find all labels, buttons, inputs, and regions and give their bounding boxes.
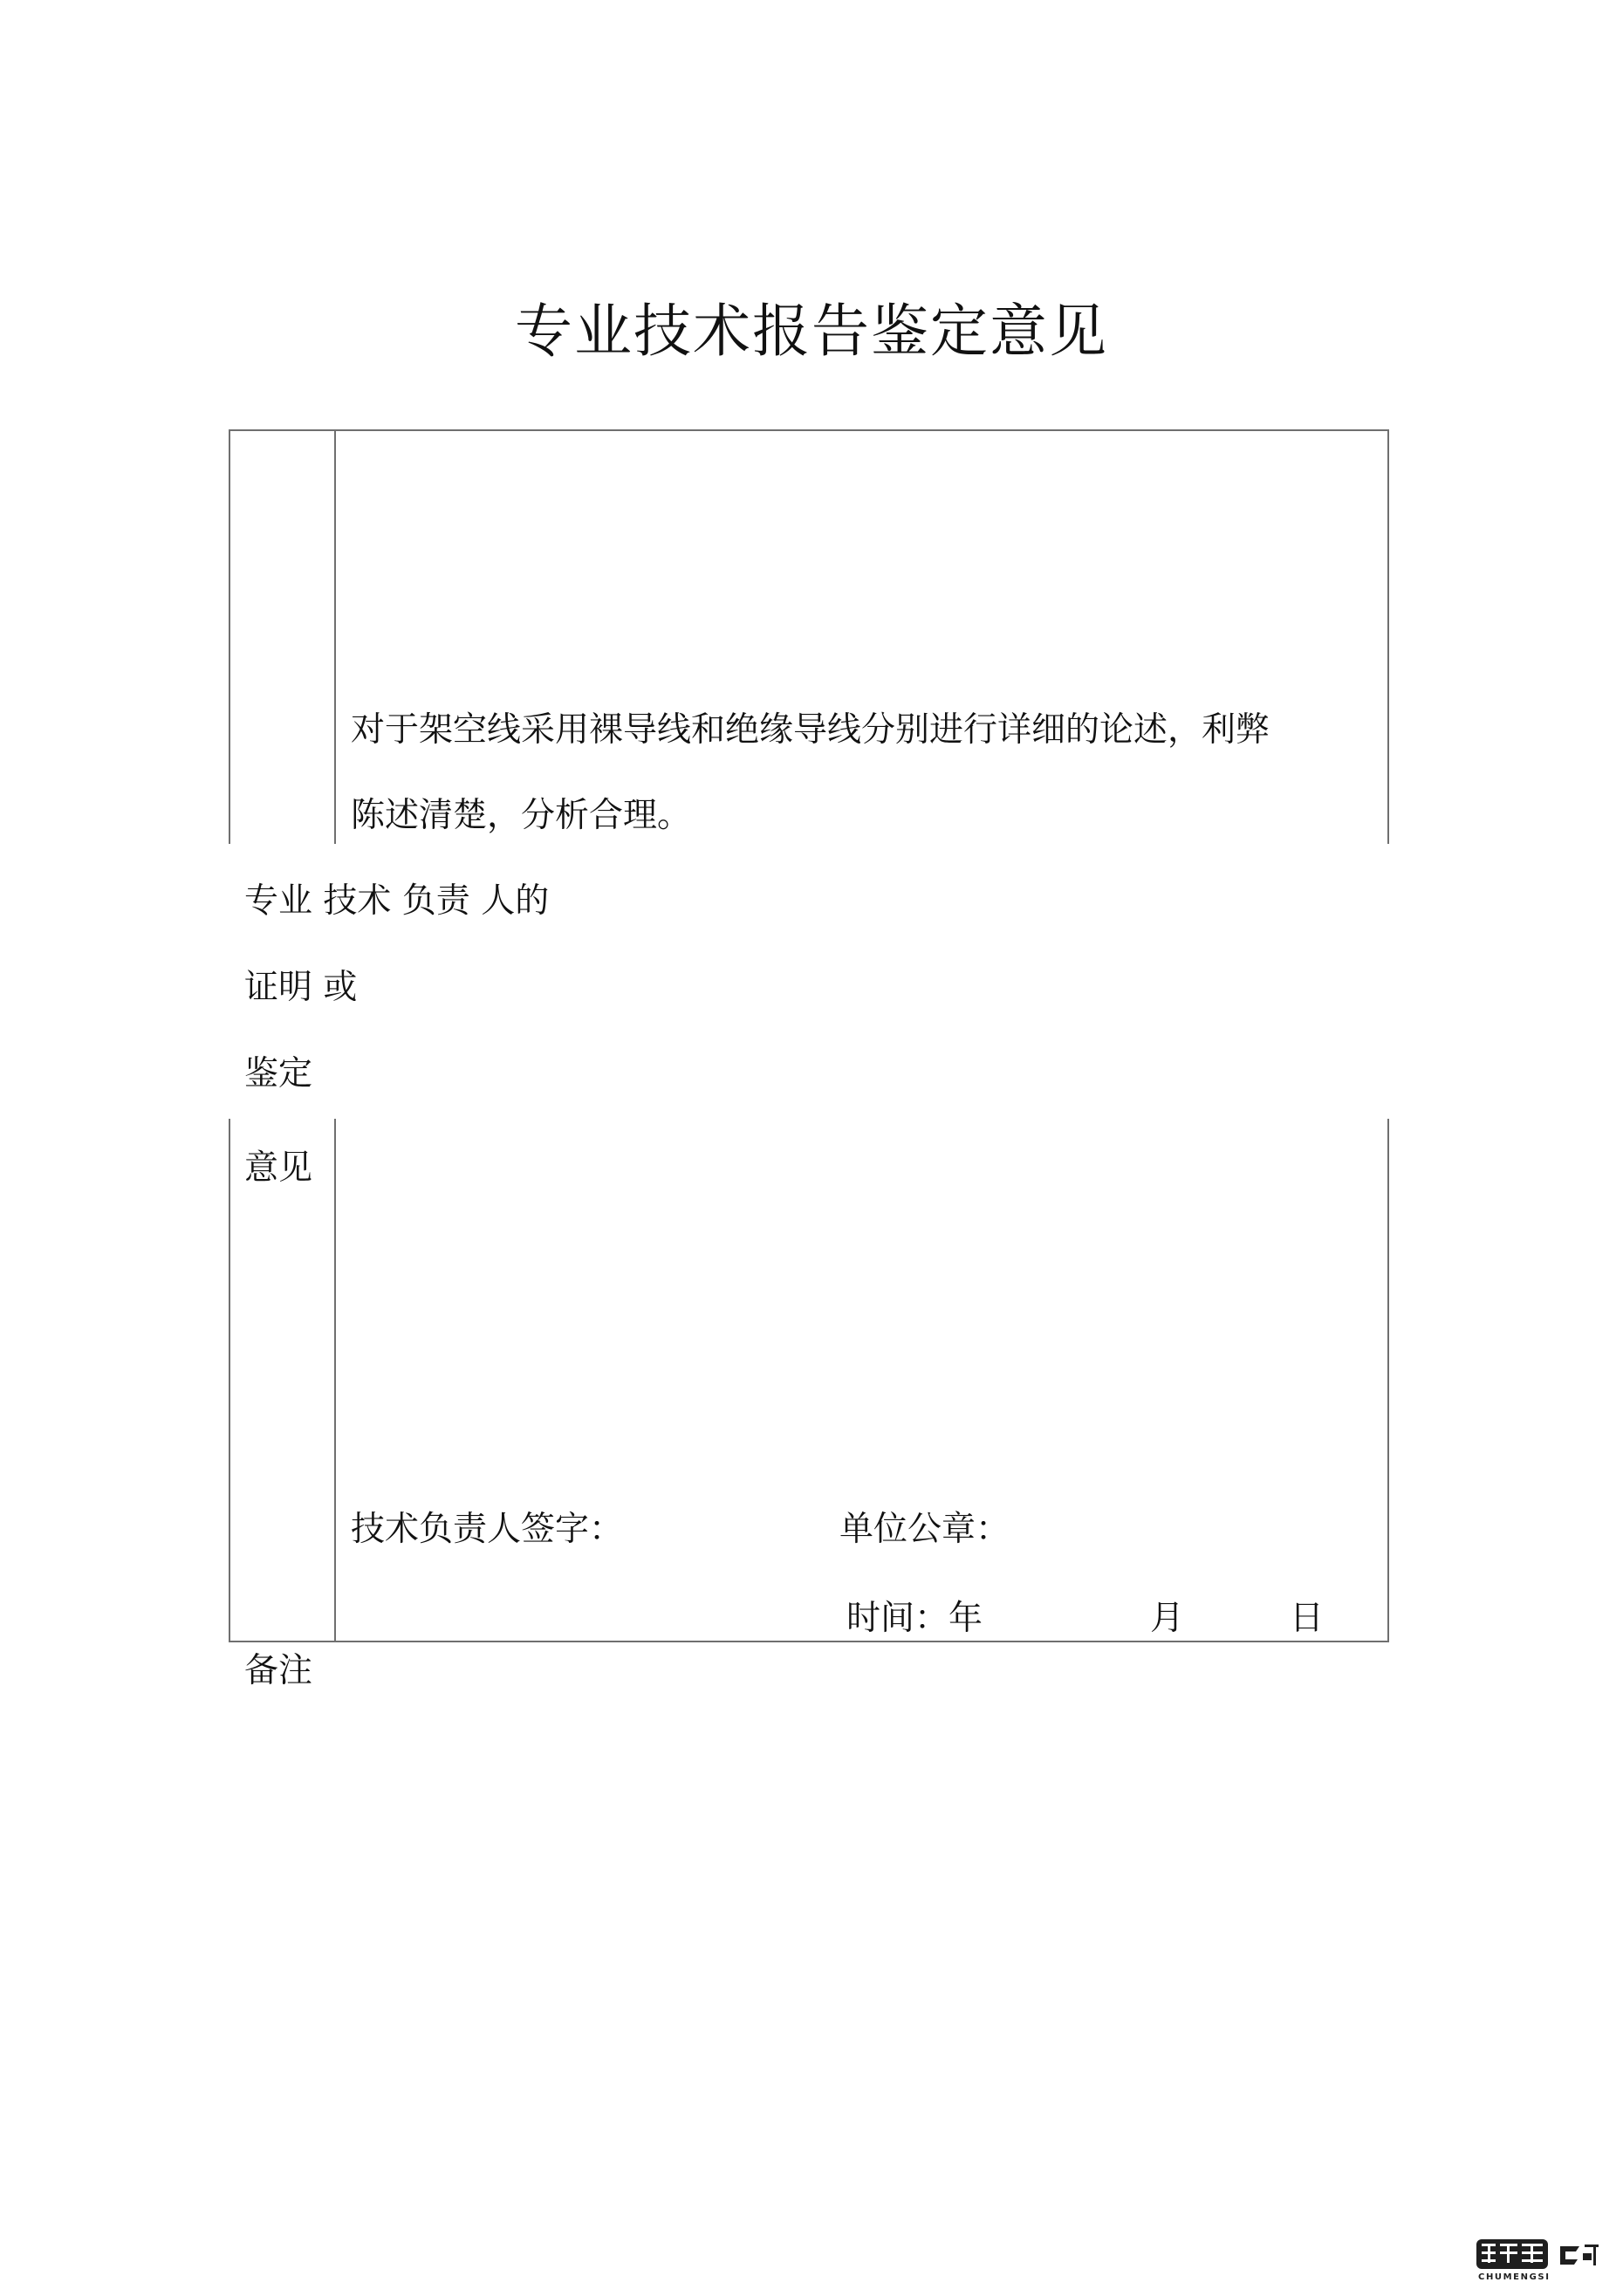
chumengsi-logo-icon: [1475, 2236, 1604, 2281]
opinion-text-line-2: 陈述清楚，分析合理。: [351, 796, 692, 835]
logo-brand-text: CHUMENGSI: [1478, 2272, 1551, 2281]
column-divider-lower: [334, 1119, 336, 1642]
seal-label: 单位公章：: [839, 1510, 1010, 1549]
row-label-line-3: 鉴定: [244, 1054, 313, 1093]
table-left-border-upper: [229, 429, 230, 844]
table-bottom-border: [229, 1641, 1389, 1642]
month-label: 月: [1150, 1599, 1185, 1638]
row-label-line-1: 专业 技术 负责 人的: [244, 881, 550, 921]
column-divider-upper: [334, 429, 336, 844]
date-label: 时间：年: [846, 1599, 983, 1638]
day-label: 日: [1290, 1599, 1325, 1638]
table-right-border-lower: [1387, 1119, 1389, 1642]
table-left-border-lower: [229, 1119, 230, 1642]
signer-label: 技术负责人签字：: [351, 1510, 624, 1549]
row-label-line-2: 证明 或: [244, 968, 358, 1007]
remarks-label: 备注: [244, 1651, 313, 1690]
table-top-border: [229, 429, 1389, 431]
row-label-line-4: 意见: [244, 1148, 313, 1188]
page-title: 专业技术报告鉴定意见: [515, 298, 1108, 365]
opinion-text-line-1: 对于架空线采用裸导线和绝缘导线分别进行详细的论述，利弊: [351, 710, 1270, 750]
table-right-border-upper: [1387, 429, 1389, 844]
